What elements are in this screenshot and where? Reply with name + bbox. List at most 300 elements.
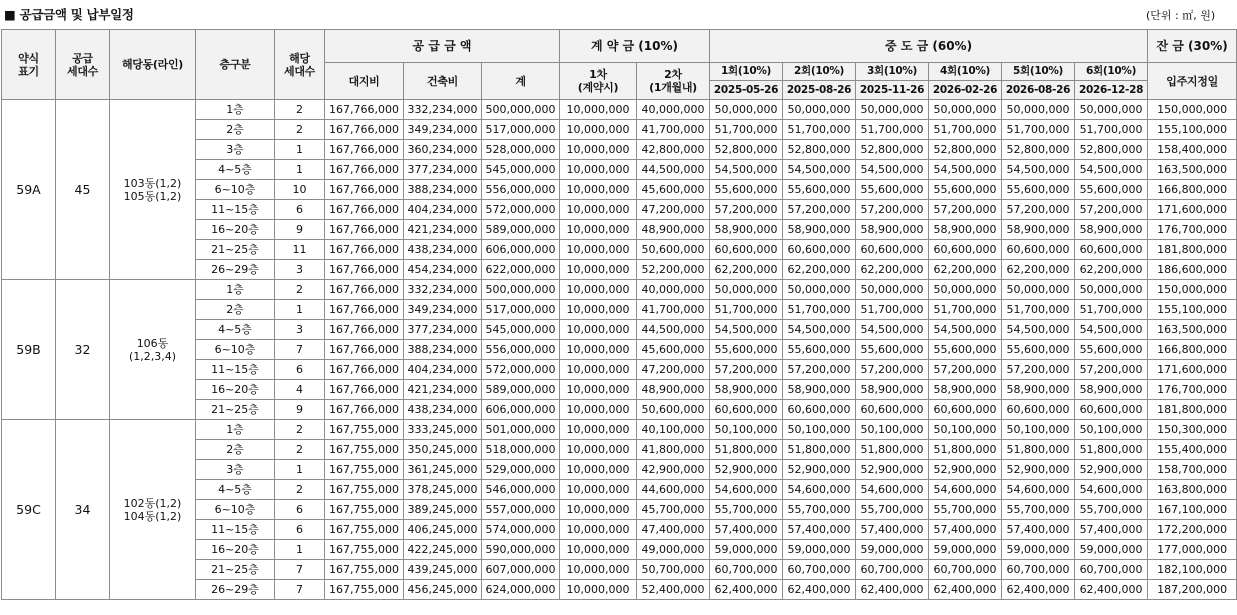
amount-cell: 55,600,000 xyxy=(710,180,783,200)
amount-cell: 57,400,000 xyxy=(710,520,783,540)
amount-cell: 55,700,000 xyxy=(1075,500,1148,520)
header-middle-date-1: 2025-05-26 xyxy=(710,81,783,100)
units-cell: 2 xyxy=(275,100,325,120)
units-cell: 2 xyxy=(275,420,325,440)
floor-cell: 16~20층 xyxy=(196,220,275,240)
floor-cell: 11~15층 xyxy=(196,360,275,380)
amount-cell: 58,900,000 xyxy=(929,220,1002,240)
amount-cell: 51,700,000 xyxy=(1075,300,1148,320)
amount-cell: 54,500,000 xyxy=(710,160,783,180)
amount-cell: 606,000,000 xyxy=(482,400,560,420)
amount-cell: 10,000,000 xyxy=(560,420,637,440)
amount-cell: 10,000,000 xyxy=(560,160,637,180)
amount-cell: 10,000,000 xyxy=(560,480,637,500)
amount-cell: 60,600,000 xyxy=(856,240,929,260)
amount-cell: 54,500,000 xyxy=(856,320,929,340)
amount-cell: 59,000,000 xyxy=(1002,540,1075,560)
amount-cell: 155,100,000 xyxy=(1148,120,1237,140)
amount-cell: 62,400,000 xyxy=(856,580,929,600)
building-cell: 106동 (1,2,3,4) xyxy=(110,280,196,420)
floor-cell: 26~29층 xyxy=(196,580,275,600)
amount-cell: 167,755,000 xyxy=(325,520,404,540)
table-row xyxy=(2,100,1237,120)
table-header xyxy=(2,30,1237,100)
building-cell: 102동(1,2) 104동(1,2) xyxy=(110,420,196,600)
header-middle-1: 1회(10%) xyxy=(710,63,783,81)
header-middle-date-2: 2025-08-26 xyxy=(783,81,856,100)
amount-cell: 57,200,000 xyxy=(710,360,783,380)
amount-cell: 60,700,000 xyxy=(1075,560,1148,580)
amount-cell: 55,600,000 xyxy=(1002,340,1075,360)
amount-cell: 57,400,000 xyxy=(929,520,1002,540)
amount-cell: 50,000,000 xyxy=(1002,100,1075,120)
floor-cell: 6~10층 xyxy=(196,340,275,360)
amount-cell: 52,900,000 xyxy=(1075,460,1148,480)
amount-cell: 406,245,000 xyxy=(404,520,482,540)
amount-cell: 518,000,000 xyxy=(482,440,560,460)
amount-cell: 62,200,000 xyxy=(783,260,856,280)
floor-cell: 2층 xyxy=(196,300,275,320)
amount-cell: 58,900,000 xyxy=(783,380,856,400)
amount-cell: 52,800,000 xyxy=(783,140,856,160)
header-floor: 층구분 xyxy=(196,30,275,100)
amount-cell: 51,700,000 xyxy=(783,120,856,140)
amount-cell: 574,000,000 xyxy=(482,520,560,540)
header-middle-3: 3회(10%) xyxy=(856,63,929,81)
floor-cell: 21~25층 xyxy=(196,240,275,260)
amount-cell: 54,500,000 xyxy=(783,160,856,180)
amount-cell: 57,200,000 xyxy=(783,200,856,220)
amount-cell: 59,000,000 xyxy=(710,540,783,560)
amount-cell: 167,766,000 xyxy=(325,140,404,160)
amount-cell: 377,234,000 xyxy=(404,320,482,340)
amount-cell: 51,700,000 xyxy=(710,300,783,320)
amount-cell: 62,200,000 xyxy=(1075,260,1148,280)
amount-cell: 155,100,000 xyxy=(1148,300,1237,320)
amount-cell: 589,000,000 xyxy=(482,220,560,240)
amount-cell: 60,700,000 xyxy=(1002,560,1075,580)
amount-cell: 44,600,000 xyxy=(637,480,710,500)
floor-cell: 21~25층 xyxy=(196,560,275,580)
amount-cell: 50,000,000 xyxy=(1075,100,1148,120)
header-middle-5: 5회(10%) xyxy=(1002,63,1075,81)
floor-cell: 1층 xyxy=(196,280,275,300)
amount-cell: 52,800,000 xyxy=(1002,140,1075,160)
amount-cell: 62,200,000 xyxy=(710,260,783,280)
amount-cell: 47,400,000 xyxy=(637,520,710,540)
amount-cell: 57,200,000 xyxy=(783,360,856,380)
amount-cell: 51,700,000 xyxy=(856,300,929,320)
amount-cell: 60,700,000 xyxy=(783,560,856,580)
amount-cell: 167,766,000 xyxy=(325,260,404,280)
amount-cell: 51,700,000 xyxy=(1002,120,1075,140)
amount-cell: 60,600,000 xyxy=(929,400,1002,420)
amount-cell: 40,000,000 xyxy=(637,280,710,300)
amount-cell: 62,200,000 xyxy=(929,260,1002,280)
floor-cell: 4~5층 xyxy=(196,160,275,180)
amount-cell: 163,500,000 xyxy=(1148,160,1237,180)
amount-cell: 57,200,000 xyxy=(929,360,1002,380)
amount-cell: 622,000,000 xyxy=(482,260,560,280)
amount-cell: 572,000,000 xyxy=(482,360,560,380)
amount-cell: 158,700,000 xyxy=(1148,460,1237,480)
amount-cell: 42,800,000 xyxy=(637,140,710,160)
amount-cell: 167,766,000 xyxy=(325,160,404,180)
amount-cell: 606,000,000 xyxy=(482,240,560,260)
header-middle-date-4: 2026-02-26 xyxy=(929,81,1002,100)
amount-cell: 404,234,000 xyxy=(404,360,482,380)
amount-cell: 624,000,000 xyxy=(482,580,560,600)
units-cell: 1 xyxy=(275,300,325,320)
units-cell: 1 xyxy=(275,140,325,160)
amount-cell: 62,400,000 xyxy=(1075,580,1148,600)
floor-cell: 1층 xyxy=(196,420,275,440)
amount-cell: 50,000,000 xyxy=(1075,280,1148,300)
amount-cell: 556,000,000 xyxy=(482,340,560,360)
amount-cell: 51,800,000 xyxy=(1075,440,1148,460)
amount-cell: 163,500,000 xyxy=(1148,320,1237,340)
amount-cell: 51,700,000 xyxy=(856,120,929,140)
amount-cell: 167,766,000 xyxy=(325,120,404,140)
amount-cell: 167,755,000 xyxy=(325,480,404,500)
units-cell: 3 xyxy=(275,260,325,280)
amount-cell: 167,766,000 xyxy=(325,340,404,360)
amount-cell: 166,800,000 xyxy=(1148,180,1237,200)
amount-cell: 55,600,000 xyxy=(1075,180,1148,200)
amount-cell: 54,500,000 xyxy=(1075,320,1148,340)
amount-cell: 167,766,000 xyxy=(325,320,404,340)
amount-cell: 57,400,000 xyxy=(856,520,929,540)
amount-cell: 150,000,000 xyxy=(1148,100,1237,120)
units-cell: 1 xyxy=(275,460,325,480)
amount-cell: 58,900,000 xyxy=(1075,220,1148,240)
amount-cell: 50,100,000 xyxy=(1075,420,1148,440)
amount-cell: 52,800,000 xyxy=(1075,140,1148,160)
amount-cell: 50,000,000 xyxy=(856,100,929,120)
amount-cell: 528,000,000 xyxy=(482,140,560,160)
amount-cell: 182,100,000 xyxy=(1148,560,1237,580)
amount-cell: 59,000,000 xyxy=(1075,540,1148,560)
units-cell: 6 xyxy=(275,200,325,220)
amount-cell: 48,900,000 xyxy=(637,220,710,240)
amount-cell: 60,600,000 xyxy=(929,240,1002,260)
amount-cell: 50,000,000 xyxy=(710,100,783,120)
table-row xyxy=(2,280,1237,300)
amount-cell: 421,234,000 xyxy=(404,380,482,400)
amount-cell: 50,600,000 xyxy=(637,400,710,420)
amount-cell: 172,200,000 xyxy=(1148,520,1237,540)
supply-count-cell: 45 xyxy=(56,100,110,280)
amount-cell: 58,900,000 xyxy=(1002,220,1075,240)
header-units: 해당 세대수 xyxy=(275,30,325,100)
amount-cell: 54,600,000 xyxy=(710,480,783,500)
amount-cell: 58,900,000 xyxy=(710,220,783,240)
amount-cell: 50,700,000 xyxy=(637,560,710,580)
amount-cell: 62,400,000 xyxy=(1002,580,1075,600)
amount-cell: 163,800,000 xyxy=(1148,480,1237,500)
amount-cell: 54,500,000 xyxy=(1002,320,1075,340)
amount-cell: 50,100,000 xyxy=(1002,420,1075,440)
amount-cell: 167,766,000 xyxy=(325,100,404,120)
header-contract-2: 2차 (1개월내) xyxy=(637,63,710,100)
amount-cell: 51,800,000 xyxy=(929,440,1002,460)
amount-cell: 51,800,000 xyxy=(710,440,783,460)
amount-cell: 167,755,000 xyxy=(325,540,404,560)
amount-cell: 349,234,000 xyxy=(404,300,482,320)
amount-cell: 517,000,000 xyxy=(482,300,560,320)
amount-cell: 57,400,000 xyxy=(783,520,856,540)
floor-cell: 16~20층 xyxy=(196,540,275,560)
amount-cell: 57,400,000 xyxy=(1075,520,1148,540)
header-middle-4: 4회(10%) xyxy=(929,63,1002,81)
amount-cell: 171,600,000 xyxy=(1148,200,1237,220)
amount-cell: 52,900,000 xyxy=(710,460,783,480)
amount-cell: 545,000,000 xyxy=(482,320,560,340)
amount-cell: 54,600,000 xyxy=(783,480,856,500)
amount-cell: 176,700,000 xyxy=(1148,220,1237,240)
amount-cell: 388,234,000 xyxy=(404,340,482,360)
amount-cell: 51,800,000 xyxy=(856,440,929,460)
floor-cell: 11~15층 xyxy=(196,200,275,220)
amount-cell: 166,800,000 xyxy=(1148,340,1237,360)
amount-cell: 155,400,000 xyxy=(1148,440,1237,460)
header-supply-price: 공 급 금 액 xyxy=(325,30,560,63)
amount-cell: 388,234,000 xyxy=(404,180,482,200)
amount-cell: 58,900,000 xyxy=(929,380,1002,400)
amount-cell: 167,100,000 xyxy=(1148,500,1237,520)
amount-cell: 51,700,000 xyxy=(929,300,1002,320)
amount-cell: 10,000,000 xyxy=(560,360,637,380)
amount-cell: 167,755,000 xyxy=(325,440,404,460)
amount-cell: 41,700,000 xyxy=(637,300,710,320)
amount-cell: 51,700,000 xyxy=(783,300,856,320)
amount-cell: 50,000,000 xyxy=(710,280,783,300)
amount-cell: 55,600,000 xyxy=(1075,340,1148,360)
amount-cell: 10,000,000 xyxy=(560,540,637,560)
amount-cell: 167,766,000 xyxy=(325,400,404,420)
amount-cell: 55,700,000 xyxy=(710,500,783,520)
amount-cell: 50,600,000 xyxy=(637,240,710,260)
amount-cell: 167,755,000 xyxy=(325,460,404,480)
amount-cell: 10,000,000 xyxy=(560,280,637,300)
amount-cell: 55,700,000 xyxy=(856,500,929,520)
amount-cell: 10,000,000 xyxy=(560,560,637,580)
amount-cell: 60,600,000 xyxy=(1075,240,1148,260)
amount-cell: 57,200,000 xyxy=(1002,360,1075,380)
units-cell: 6 xyxy=(275,520,325,540)
amount-cell: 10,000,000 xyxy=(560,500,637,520)
floor-cell: 16~20층 xyxy=(196,380,275,400)
amount-cell: 57,200,000 xyxy=(856,360,929,380)
amount-cell: 59,000,000 xyxy=(856,540,929,560)
amount-cell: 50,100,000 xyxy=(856,420,929,440)
header-building: 해당동(라인) xyxy=(110,30,196,100)
amount-cell: 40,000,000 xyxy=(637,100,710,120)
amount-cell: 55,700,000 xyxy=(929,500,1002,520)
header-balance: 잔 금 (30%) xyxy=(1148,30,1237,63)
amount-cell: 150,300,000 xyxy=(1148,420,1237,440)
amount-cell: 167,755,000 xyxy=(325,560,404,580)
amount-cell: 50,100,000 xyxy=(710,420,783,440)
amount-cell: 54,500,000 xyxy=(710,320,783,340)
units-cell: 4 xyxy=(275,380,325,400)
supply-count-cell: 32 xyxy=(56,280,110,420)
unit-type-cell: 59C xyxy=(2,420,56,600)
amount-cell: 60,700,000 xyxy=(710,560,783,580)
amount-cell: 62,200,000 xyxy=(1002,260,1075,280)
header-contract-1: 1차 (계약시) xyxy=(560,63,637,100)
header-middle-2: 2회(10%) xyxy=(783,63,856,81)
amount-cell: 590,000,000 xyxy=(482,540,560,560)
amount-cell: 55,700,000 xyxy=(783,500,856,520)
unit-type-cell: 59B xyxy=(2,280,56,420)
amount-cell: 10,000,000 xyxy=(560,180,637,200)
amount-cell: 55,600,000 xyxy=(1002,180,1075,200)
amount-cell: 167,755,000 xyxy=(325,580,404,600)
amount-cell: 54,600,000 xyxy=(929,480,1002,500)
amount-cell: 60,600,000 xyxy=(856,400,929,420)
table-row xyxy=(2,420,1237,440)
units-cell: 6 xyxy=(275,360,325,380)
amount-cell: 60,600,000 xyxy=(783,240,856,260)
units-cell: 10 xyxy=(275,180,325,200)
amount-cell: 171,600,000 xyxy=(1148,360,1237,380)
amount-cell: 60,600,000 xyxy=(1002,400,1075,420)
units-cell: 7 xyxy=(275,580,325,600)
amount-cell: 167,766,000 xyxy=(325,300,404,320)
amount-cell: 52,200,000 xyxy=(637,260,710,280)
amount-cell: 60,600,000 xyxy=(710,400,783,420)
amount-cell: 607,000,000 xyxy=(482,560,560,580)
header-land: 대지비 xyxy=(325,63,404,100)
amount-cell: 439,245,000 xyxy=(404,560,482,580)
amount-cell: 167,766,000 xyxy=(325,360,404,380)
amount-cell: 41,700,000 xyxy=(637,120,710,140)
amount-cell: 10,000,000 xyxy=(560,240,637,260)
amount-cell: 45,600,000 xyxy=(637,340,710,360)
units-cell: 6 xyxy=(275,500,325,520)
amount-cell: 378,245,000 xyxy=(404,480,482,500)
amount-cell: 332,234,000 xyxy=(404,280,482,300)
amount-cell: 51,700,000 xyxy=(1002,300,1075,320)
units-cell: 1 xyxy=(275,540,325,560)
amount-cell: 50,000,000 xyxy=(783,100,856,120)
amount-cell: 54,500,000 xyxy=(856,160,929,180)
unit-note: (단위 : ㎡, 원) xyxy=(1146,9,1216,22)
header-total: 계 xyxy=(482,63,560,100)
amount-cell: 456,245,000 xyxy=(404,580,482,600)
amount-cell: 54,500,000 xyxy=(929,160,1002,180)
amount-cell: 50,100,000 xyxy=(929,420,1002,440)
amount-cell: 158,400,000 xyxy=(1148,140,1237,160)
amount-cell: 44,500,000 xyxy=(637,160,710,180)
amount-cell: 167,766,000 xyxy=(325,180,404,200)
amount-cell: 167,755,000 xyxy=(325,500,404,520)
amount-cell: 572,000,000 xyxy=(482,200,560,220)
amount-cell: 10,000,000 xyxy=(560,260,637,280)
amount-cell: 52,900,000 xyxy=(783,460,856,480)
floor-cell: 6~10층 xyxy=(196,180,275,200)
amount-cell: 10,000,000 xyxy=(560,580,637,600)
amount-cell: 10,000,000 xyxy=(560,440,637,460)
amount-cell: 62,400,000 xyxy=(783,580,856,600)
amount-cell: 47,200,000 xyxy=(637,200,710,220)
amount-cell: 52,800,000 xyxy=(929,140,1002,160)
amount-cell: 50,000,000 xyxy=(783,280,856,300)
units-cell: 2 xyxy=(275,440,325,460)
amount-cell: 556,000,000 xyxy=(482,180,560,200)
amount-cell: 557,000,000 xyxy=(482,500,560,520)
supply-count-cell: 34 xyxy=(56,420,110,600)
amount-cell: 54,600,000 xyxy=(1075,480,1148,500)
amount-cell: 57,200,000 xyxy=(1075,360,1148,380)
units-cell: 11 xyxy=(275,240,325,260)
amount-cell: 52,900,000 xyxy=(1002,460,1075,480)
amount-cell: 349,234,000 xyxy=(404,120,482,140)
floor-cell: 11~15층 xyxy=(196,520,275,540)
floor-cell: 21~25층 xyxy=(196,400,275,420)
amount-cell: 60,600,000 xyxy=(1002,240,1075,260)
units-cell: 7 xyxy=(275,340,325,360)
amount-cell: 333,245,000 xyxy=(404,420,482,440)
amount-cell: 167,766,000 xyxy=(325,220,404,240)
amount-cell: 181,800,000 xyxy=(1148,240,1237,260)
amount-cell: 41,800,000 xyxy=(637,440,710,460)
amount-cell: 10,000,000 xyxy=(560,380,637,400)
amount-cell: 10,000,000 xyxy=(560,340,637,360)
amount-cell: 360,234,000 xyxy=(404,140,482,160)
amount-cell: 55,600,000 xyxy=(929,340,1002,360)
amount-cell: 150,000,000 xyxy=(1148,280,1237,300)
amount-cell: 57,200,000 xyxy=(929,200,1002,220)
amount-cell: 60,600,000 xyxy=(783,400,856,420)
floor-cell: 4~5층 xyxy=(196,320,275,340)
amount-cell: 58,900,000 xyxy=(783,220,856,240)
amount-cell: 545,000,000 xyxy=(482,160,560,180)
amount-cell: 176,700,000 xyxy=(1148,380,1237,400)
amount-cell: 517,000,000 xyxy=(482,120,560,140)
amount-cell: 50,100,000 xyxy=(783,420,856,440)
header-building-cost: 건축비 xyxy=(404,63,482,100)
amount-cell: 55,600,000 xyxy=(929,180,1002,200)
amount-cell: 62,400,000 xyxy=(929,580,1002,600)
amount-cell: 57,200,000 xyxy=(710,200,783,220)
amount-cell: 55,600,000 xyxy=(783,340,856,360)
units-cell: 2 xyxy=(275,280,325,300)
amount-cell: 10,000,000 xyxy=(560,460,637,480)
units-cell: 1 xyxy=(275,160,325,180)
amount-cell: 501,000,000 xyxy=(482,420,560,440)
amount-cell: 51,700,000 xyxy=(929,120,1002,140)
amount-cell: 52,400,000 xyxy=(637,580,710,600)
unit-type-cell: 59A xyxy=(2,100,56,280)
amount-cell: 47,200,000 xyxy=(637,360,710,380)
amount-cell: 57,200,000 xyxy=(1075,200,1148,220)
table-body xyxy=(2,100,1237,600)
amount-cell: 546,000,000 xyxy=(482,480,560,500)
amount-cell: 187,200,000 xyxy=(1148,580,1237,600)
amount-cell: 49,000,000 xyxy=(637,540,710,560)
amount-cell: 50,000,000 xyxy=(929,280,1002,300)
amount-cell: 52,800,000 xyxy=(710,140,783,160)
amount-cell: 529,000,000 xyxy=(482,460,560,480)
units-cell: 7 xyxy=(275,560,325,580)
amount-cell: 10,000,000 xyxy=(560,520,637,540)
amount-cell: 10,000,000 xyxy=(560,320,637,340)
amount-cell: 50,000,000 xyxy=(856,280,929,300)
header-middle-payment: 중 도 금 (60%) xyxy=(710,30,1148,63)
header-contract: 계 약 금 (10%) xyxy=(560,30,710,63)
